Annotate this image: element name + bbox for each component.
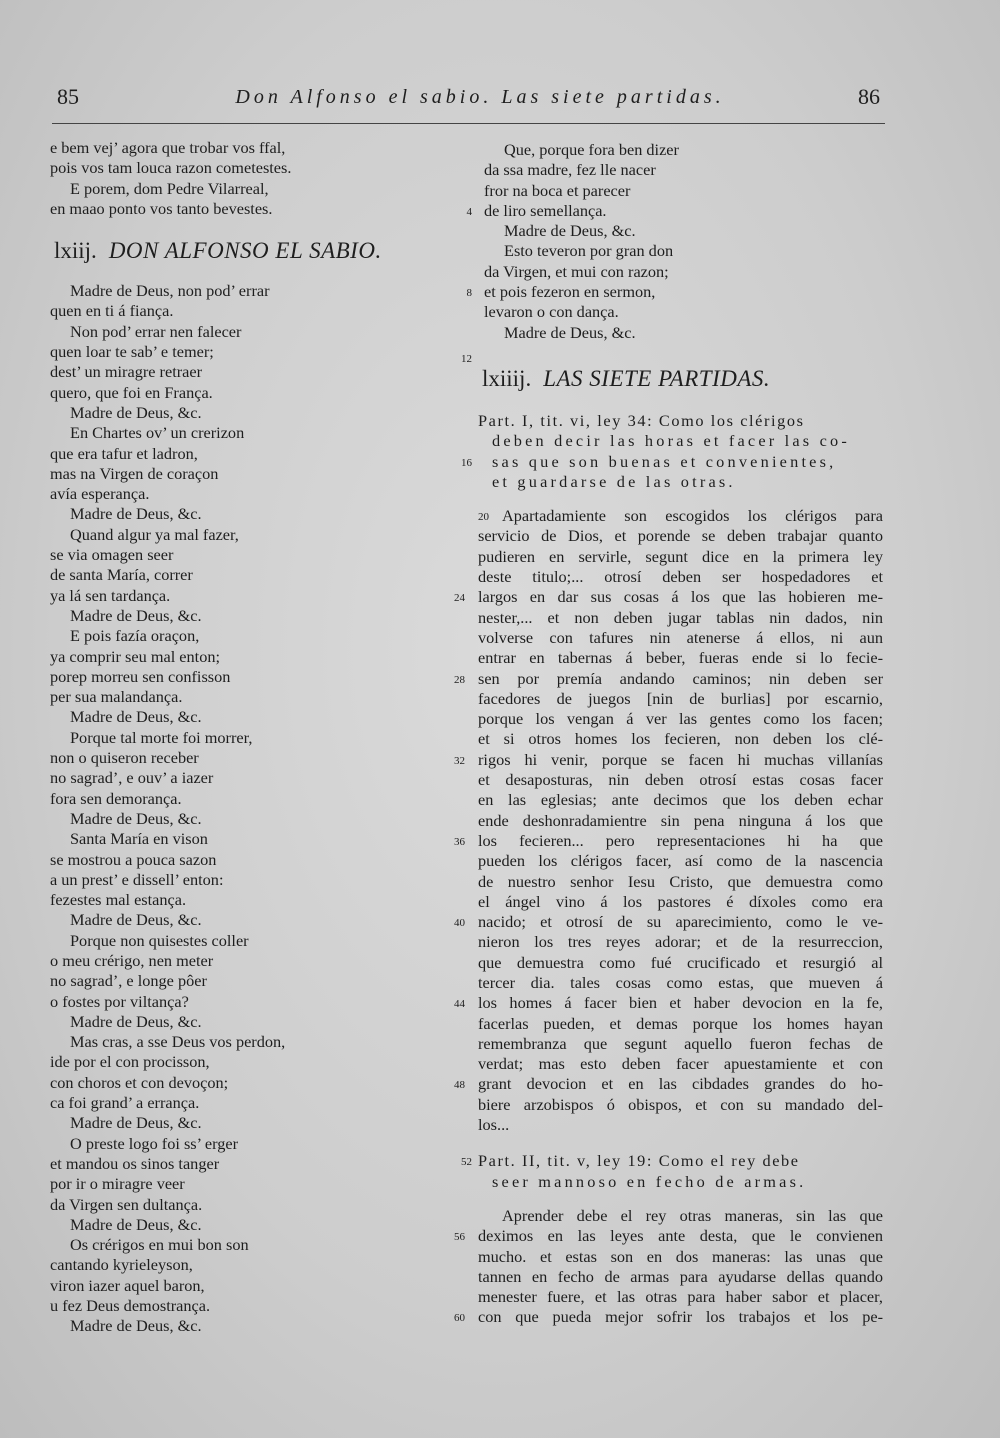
verse-line: con choros et con devoçon; bbox=[50, 1072, 229, 1092]
verse-line: cantando kyrieleyson, bbox=[50, 1255, 193, 1275]
text-line bbox=[454, 912, 883, 932]
line-text: nester,... et non deben jugar tablas nin dados, nin bbox=[478, 607, 883, 627]
text-line bbox=[478, 892, 883, 912]
verse-line: Porque non quisestes coller bbox=[70, 930, 249, 950]
verse-line: quero, que foi en França. bbox=[50, 382, 213, 402]
verse-line: O preste logo foi ss’ erger bbox=[70, 1133, 239, 1153]
text-line bbox=[478, 526, 883, 546]
line-number: 8 bbox=[466, 287, 472, 300]
text-line bbox=[466, 200, 883, 221]
verse-line: que era tafur et ladron, bbox=[50, 443, 198, 463]
line-text: de liro semellança. bbox=[484, 200, 607, 220]
part2-heading bbox=[461, 1151, 883, 1192]
line-text: facedores de juegos [nin de burlias] por escarnio, bbox=[478, 688, 883, 708]
text-line bbox=[478, 1034, 883, 1054]
line-text: levaron o con dança. bbox=[484, 302, 619, 322]
line-text: pudieren en servirle, segunt dice en la primera ley bbox=[478, 546, 883, 566]
line-text: los... bbox=[478, 1115, 510, 1135]
verse-line: por ir o miragre veer bbox=[50, 1174, 185, 1194]
text-line bbox=[478, 648, 883, 668]
line-text: menester fuere, et las otras para haber sabor et placer, bbox=[478, 1287, 883, 1307]
verse-line: et mandou os sinos tanger bbox=[50, 1153, 220, 1173]
verse-line: u fez Deus demostrança. bbox=[50, 1296, 211, 1316]
verse-line: avía esperança. bbox=[50, 484, 150, 504]
text-line bbox=[454, 668, 883, 689]
line-text: fror na boca et parecer bbox=[484, 180, 631, 200]
page-number-right: 86 bbox=[858, 84, 880, 109]
header-rule bbox=[52, 123, 885, 124]
line-text: el ángel vino á los pastores é díxoles como era bbox=[478, 891, 883, 911]
line-text: sas que son buenas et convenientes, bbox=[492, 451, 837, 471]
part1-heading bbox=[461, 410, 883, 492]
verse-line: en maao ponto vos tanto bevestes. bbox=[50, 198, 273, 218]
verse-line: Mas cras, a sse Deus vos perdon, bbox=[70, 1032, 286, 1052]
line-text: facerlas pueden, et demas porque los homes hayan bbox=[478, 1013, 883, 1033]
text-line bbox=[478, 262, 883, 282]
line-text: Part. I, tit. vi, ley 34: Como los clérigos bbox=[478, 410, 805, 430]
text-line bbox=[478, 790, 883, 810]
line-text: biere arzobispos ó obispos, et con su mandado del- bbox=[478, 1094, 883, 1114]
line-text: et desaposturas, nin deben otrosí estas cosas facer bbox=[478, 770, 883, 790]
verse-line: da Virgen sen dultança. bbox=[50, 1194, 203, 1214]
verse-line: Non pod’ errar nen falecer bbox=[70, 321, 242, 341]
text-line bbox=[478, 1267, 883, 1287]
verse-line: no sagrad’, e ouv’ a iazer bbox=[50, 768, 214, 788]
line-text: servicio de Dios, et porende se deben trabajar quanto bbox=[478, 526, 883, 546]
left-poem bbox=[50, 281, 430, 1336]
line-text: grant devocion et en las cibdades grandes do ho- bbox=[478, 1074, 883, 1094]
text-line bbox=[478, 709, 883, 729]
line-text: Madre de Deus, &c. bbox=[504, 322, 636, 342]
text-line bbox=[478, 567, 883, 587]
line-number: 60 bbox=[454, 1312, 465, 1325]
line-number: 40 bbox=[454, 917, 465, 930]
line-text: rigos hi venir, porque se facen hi muchas villanías bbox=[478, 749, 883, 769]
text-line bbox=[478, 932, 883, 952]
text-line bbox=[478, 221, 883, 241]
line-text: los fecieren... pero representaciones hi ha que bbox=[478, 830, 883, 850]
text-line bbox=[478, 770, 883, 790]
verse-line: porep morreu sen confisson bbox=[50, 666, 231, 686]
verse-line: Madre de Deus, &c. bbox=[70, 1214, 202, 1234]
line-number: 36 bbox=[454, 835, 465, 848]
line-text: volverse con tafures nin atenerse á ellos, ni aun bbox=[478, 627, 883, 647]
line-text: porque los vengan á ver las gentes como los facen; bbox=[478, 709, 883, 729]
text-line bbox=[478, 1247, 883, 1267]
section-name: DON ALFONSO EL SABIO. bbox=[108, 238, 382, 264]
text-line bbox=[478, 302, 883, 322]
verse-line: quen loar te sab’ e temer; bbox=[50, 342, 214, 362]
right-poem bbox=[466, 140, 883, 343]
part2-text bbox=[454, 1205, 883, 1328]
text-line bbox=[478, 608, 883, 628]
verse-line: viron iazer aquel baron, bbox=[50, 1275, 205, 1295]
verse-line: Madre de Deus, &c. bbox=[70, 1011, 202, 1031]
verse-line: se mostrou a pouca sazon bbox=[50, 849, 217, 869]
verse-line: quen en ti á fiança. bbox=[50, 301, 174, 321]
text-line bbox=[478, 1054, 883, 1074]
text-line bbox=[466, 282, 883, 302]
verse-line: mas na Virgen de coraçon bbox=[50, 463, 219, 483]
text-line bbox=[478, 851, 883, 871]
line-text: da ssa madre, fez lle nacer bbox=[484, 160, 656, 180]
numbered-blank-line bbox=[461, 343, 883, 365]
line-text: nacido; et otrosí de su aparecimiento, como le ve- bbox=[478, 912, 883, 932]
left-intro-verses bbox=[50, 138, 430, 219]
text-line bbox=[454, 993, 883, 1013]
text-line bbox=[478, 811, 883, 831]
line-text: deste titulo;... otrosí deben ser hospedadores et bbox=[478, 567, 883, 587]
verse-line: Os crérigos en mui bon son bbox=[70, 1235, 249, 1255]
verse-line: Madre de Deus, non pod’ errar bbox=[70, 281, 270, 301]
verse-line: e bem vej’ agora que trobar vos ffal, bbox=[50, 138, 286, 157]
text-line bbox=[478, 953, 883, 973]
line-text: sen por premía andando caminos; nin deben ser bbox=[478, 668, 883, 688]
line-text: largos en dar sus cosas á los que las hobieren me- bbox=[478, 587, 883, 607]
line-number: 4 bbox=[466, 205, 472, 218]
verse-line: ide por el con procisson, bbox=[50, 1052, 210, 1072]
text-line bbox=[478, 323, 883, 343]
line-text: Part. II, tit. v, ley 19: Como el rey debe bbox=[478, 1151, 800, 1171]
text-line bbox=[478, 689, 883, 709]
line-text: Que, porque fora ben dizer bbox=[504, 140, 679, 159]
text-line bbox=[478, 1287, 883, 1307]
verse-line: ca foi grand’ a errança. bbox=[50, 1093, 200, 1113]
line-number: 52 bbox=[461, 1156, 472, 1169]
text-line bbox=[478, 872, 883, 892]
line-text: deben decir las horas et facer las co- bbox=[492, 431, 851, 451]
line-text: deximos en las leyes ante desta, que le convienen bbox=[478, 1226, 883, 1246]
line-number: 28 bbox=[454, 673, 465, 686]
verse-line: Quand algur ya mal fazer, bbox=[70, 524, 239, 544]
text-line bbox=[478, 1115, 883, 1135]
verse-line: Porque tal morte foi morrer, bbox=[70, 727, 253, 747]
text-line bbox=[478, 973, 883, 993]
text-line bbox=[478, 506, 883, 526]
verse-line: Madre de Deus, &c. bbox=[70, 1316, 202, 1336]
verse-line: dest’ un miragre retraer bbox=[50, 362, 203, 382]
verse-line: Madre de Deus, &c. bbox=[70, 504, 202, 524]
verse-line: o meu crérigo, nen meter bbox=[50, 950, 214, 970]
line-text: Esto teveron por gran don bbox=[504, 241, 674, 261]
verse-line: non o quiseron receber bbox=[50, 748, 199, 768]
part1-text bbox=[454, 506, 883, 1135]
section-number: lxiiij. bbox=[482, 365, 532, 391]
text-line bbox=[454, 1074, 883, 1094]
verse-line: o fostes por viltança? bbox=[50, 991, 189, 1011]
text-line bbox=[478, 1014, 883, 1034]
line-number: 20 bbox=[478, 511, 489, 524]
text-line bbox=[478, 140, 883, 160]
verse-line: E pois fazía oraçon, bbox=[70, 626, 200, 646]
line-text: Madre de Deus, &c. bbox=[504, 221, 636, 241]
line-number: 56 bbox=[454, 1231, 465, 1244]
line-text: entrar en tabernas á beber, fueras ende si lo fecie- bbox=[478, 648, 883, 668]
line-text: nieron los tres reyes adorar; et de la resurreccion, bbox=[478, 932, 883, 952]
section-title-lxiiij bbox=[482, 365, 883, 393]
text-line bbox=[478, 181, 883, 201]
page-number-left: 85 bbox=[57, 84, 79, 109]
line-number: 16 bbox=[461, 456, 472, 469]
line-text: que demuestra como fué crucificado et resurgió al bbox=[478, 952, 883, 972]
line-text: tannen en fecho de armas para ayudarse dellas quando bbox=[478, 1266, 883, 1286]
line-text: pueden los clérigos facer, así como de la nascencia bbox=[478, 851, 883, 871]
line-number: 48 bbox=[454, 1079, 465, 1092]
line-number: 32 bbox=[454, 754, 465, 767]
running-head bbox=[0, 84, 1000, 118]
text-line bbox=[461, 1151, 883, 1171]
line-text: los homes á facer bien et haber devocion en la fe, bbox=[478, 993, 883, 1013]
line-text: Aprender debe el rey otras maneras, sin las que bbox=[502, 1205, 883, 1225]
left-column bbox=[50, 138, 430, 1337]
line-text: de nuestro senhor Iesu Cristo, que demuestra como bbox=[478, 871, 883, 891]
line-text: verdat; mas esto deben facer apuestamiente et con bbox=[478, 1054, 883, 1074]
verse-line: Madre de Deus, &c. bbox=[70, 808, 202, 828]
text-line bbox=[478, 241, 883, 261]
text-line bbox=[478, 729, 883, 749]
verse-line: ya comprir seu mal enton; bbox=[50, 646, 220, 666]
verse-line: Madre de Deus, &c. bbox=[70, 910, 202, 930]
verse-line: pois vos tam louca razon cometestes. bbox=[50, 158, 292, 178]
text-line bbox=[478, 472, 883, 492]
text-line bbox=[478, 1172, 883, 1192]
line-number: 24 bbox=[454, 592, 465, 605]
verse-line: Santa María en vison bbox=[70, 829, 208, 849]
running-title: Don Alfonso el sabio. Las siete partidas. bbox=[235, 86, 725, 108]
text-line bbox=[478, 1095, 883, 1115]
section-title-lxiij bbox=[54, 237, 430, 265]
text-line bbox=[454, 1226, 883, 1246]
text-line bbox=[461, 451, 883, 472]
line-text: mucho. et estas son en dos maneras: las unas que bbox=[478, 1246, 883, 1266]
line-text: et guardarse de las otras. bbox=[492, 471, 736, 491]
line-text: remembranza que segunt aquello fueron fechas de bbox=[478, 1033, 883, 1053]
section-name: LAS SIETE PARTIDAS. bbox=[543, 365, 771, 391]
verse-line: Madre de Deus, &c. bbox=[70, 707, 202, 727]
line-text: ende deshonradamientre sin pena ninguna á los que bbox=[478, 810, 883, 830]
verse-line: per sua malandança. bbox=[50, 687, 183, 707]
verse-line: E porem, dom Pedre Vilarreal, bbox=[70, 178, 269, 198]
text-line bbox=[454, 1307, 883, 1327]
line-text: con que pueda mejor sofrir los trabajos et los pe- bbox=[478, 1307, 883, 1327]
verse-line: a un prest’ e dissell’ enton: bbox=[50, 869, 224, 889]
verse-line: fezestes mal estança. bbox=[50, 890, 187, 910]
text-line bbox=[454, 587, 883, 607]
line-text: da Virgen, et mui con razon; bbox=[484, 261, 669, 281]
text-line bbox=[478, 160, 883, 180]
right-column bbox=[454, 140, 883, 1328]
line-text: et pois fezeron en sermon, bbox=[484, 282, 656, 302]
line-number: 12 bbox=[461, 352, 472, 365]
text-line bbox=[478, 547, 883, 567]
line-number: 44 bbox=[454, 998, 465, 1011]
verse-line: Madre de Deus, &c. bbox=[70, 1113, 202, 1133]
text-line bbox=[454, 830, 883, 851]
text-line bbox=[478, 628, 883, 648]
verse-line: Madre de Deus, &c. bbox=[70, 605, 202, 625]
verse-line: de santa María, correr bbox=[50, 565, 193, 585]
line-text: Apartadamiente son escogidos los clérigos para bbox=[502, 506, 883, 526]
verse-line: fora sen demorança. bbox=[50, 788, 182, 808]
line-text: tercer dia. tales cosas como estas, que mueven á bbox=[478, 972, 883, 992]
line-text: et si otros homes los fecieren, non deben los clé- bbox=[478, 729, 883, 749]
text-line bbox=[454, 749, 883, 770]
verse-line: se via omagen seer bbox=[50, 545, 174, 565]
verse-line: no sagrad’, e longe pôer bbox=[50, 971, 207, 991]
verse-line: ya lá sen tardança. bbox=[50, 585, 171, 605]
text-line bbox=[478, 431, 883, 451]
text-line bbox=[478, 411, 883, 431]
text-line bbox=[478, 1206, 883, 1226]
verse-line: Madre de Deus, &c. bbox=[70, 402, 202, 422]
section-number: lxiij. bbox=[54, 238, 97, 264]
line-text: seer mannoso en fecho de armas. bbox=[492, 1171, 807, 1191]
line-text: en las eglesias; ante decimos que los deben echar bbox=[478, 790, 883, 810]
verse-line: En Chartes ov’ un crerizon bbox=[70, 423, 245, 443]
